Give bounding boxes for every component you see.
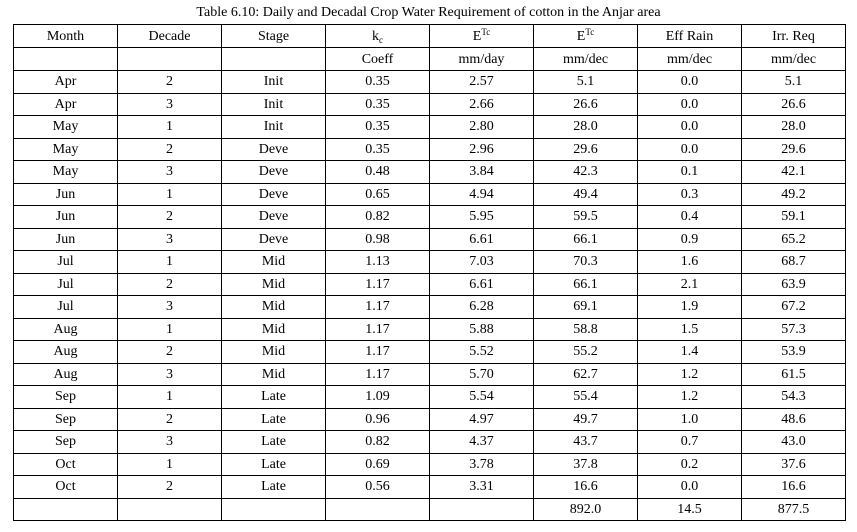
- cell-etc-dec: 58.8: [534, 318, 638, 341]
- cell-eff-rain: 1.9: [638, 296, 742, 319]
- header-month: Month: [14, 25, 118, 48]
- cell-irr-req: 68.7: [742, 251, 846, 274]
- cell-kc: 1.17: [326, 273, 430, 296]
- cell-etc-dec: 42.3: [534, 161, 638, 184]
- header-etc-day-sup: Tc: [481, 26, 491, 37]
- cell-stage: Late: [222, 476, 326, 499]
- cell-stage: Init: [222, 71, 326, 94]
- cell-stage: Init: [222, 93, 326, 116]
- cell-month: Jun: [14, 206, 118, 229]
- cell-etc-dec: 43.7: [534, 431, 638, 454]
- cell-month: Oct: [14, 476, 118, 499]
- cell-eff-rain: 1.5: [638, 318, 742, 341]
- header-kc: [326, 25, 430, 48]
- cell-irr-req: 29.6: [742, 138, 846, 161]
- cell-eff-rain: 1.0: [638, 408, 742, 431]
- cell-kc: 0.35: [326, 93, 430, 116]
- cell-etc-dec: 59.5: [534, 206, 638, 229]
- cell-month: May: [14, 161, 118, 184]
- table-row: [14, 431, 846, 454]
- table-body: [14, 71, 846, 521]
- cell-stage: Mid: [222, 273, 326, 296]
- cell-kc: 0.96: [326, 408, 430, 431]
- cell-etc-day: 5.70: [430, 363, 534, 386]
- cell-eff-rain: 1.2: [638, 386, 742, 409]
- cell-etc-dec: 55.2: [534, 341, 638, 364]
- cell-stage: Late: [222, 408, 326, 431]
- cell-month: Aug: [14, 341, 118, 364]
- total-etc-day: [430, 498, 534, 521]
- cell-etc-day: 3.78: [430, 453, 534, 476]
- cell-month: Sep: [14, 386, 118, 409]
- cell-irr-req: 28.0: [742, 116, 846, 139]
- cell-etc-dec: 29.6: [534, 138, 638, 161]
- totals-row: [14, 498, 846, 521]
- cell-eff-rain: 0.0: [638, 138, 742, 161]
- total-etc-dec: 892.0: [534, 498, 638, 521]
- cell-stage: Late: [222, 453, 326, 476]
- header-row: [14, 25, 846, 48]
- cell-kc: 0.65: [326, 183, 430, 206]
- header-etc-day: [430, 25, 534, 48]
- cell-kc: 1.17: [326, 296, 430, 319]
- cell-stage: Late: [222, 431, 326, 454]
- cell-kc: 1.13: [326, 251, 430, 274]
- cell-decade: 2: [118, 206, 222, 229]
- total-decade: [118, 498, 222, 521]
- header-kc-base: k: [372, 28, 379, 44]
- total-eff-rain: 14.5: [638, 498, 742, 521]
- cell-etc-day: 2.66: [430, 93, 534, 116]
- cell-etc-day: 5.54: [430, 386, 534, 409]
- cell-eff-rain: 0.3: [638, 183, 742, 206]
- cell-month: Jun: [14, 183, 118, 206]
- table-row: [14, 71, 846, 94]
- header-decade: Decade: [118, 25, 222, 48]
- unit-etc-day: mm/day: [430, 48, 534, 71]
- cell-decade: 2: [118, 71, 222, 94]
- total-month: [14, 498, 118, 521]
- table-row: [14, 116, 846, 139]
- header-stage: Stage: [222, 25, 326, 48]
- cell-etc-dec: 37.8: [534, 453, 638, 476]
- cell-kc: 0.69: [326, 453, 430, 476]
- cell-etc-day: 3.31: [430, 476, 534, 499]
- cell-etc-dec: 26.6: [534, 93, 638, 116]
- cell-eff-rain: 0.2: [638, 453, 742, 476]
- cell-etc-dec: 5.1: [534, 71, 638, 94]
- cell-month: Sep: [14, 431, 118, 454]
- cell-eff-rain: 1.6: [638, 251, 742, 274]
- cell-etc-dec: 62.7: [534, 363, 638, 386]
- cell-etc-dec: 16.6: [534, 476, 638, 499]
- header-eff-rain: Eff Rain: [638, 25, 742, 48]
- cell-kc: 0.48: [326, 161, 430, 184]
- cell-kc: 0.35: [326, 71, 430, 94]
- cell-eff-rain: 0.1: [638, 161, 742, 184]
- table-row: [14, 476, 846, 499]
- cell-stage: Late: [222, 386, 326, 409]
- cell-decade: 1: [118, 116, 222, 139]
- table-row: [14, 206, 846, 229]
- cell-decade: 2: [118, 476, 222, 499]
- cell-irr-req: 49.2: [742, 183, 846, 206]
- cell-decade: 3: [118, 431, 222, 454]
- cell-irr-req: 48.6: [742, 408, 846, 431]
- cell-month: Jul: [14, 296, 118, 319]
- cell-kc: 1.17: [326, 363, 430, 386]
- cell-etc-day: 5.88: [430, 318, 534, 341]
- cell-eff-rain: 0.7: [638, 431, 742, 454]
- cell-etc-day: 6.61: [430, 228, 534, 251]
- cell-etc-day: 4.37: [430, 431, 534, 454]
- cell-etc-day: 7.03: [430, 251, 534, 274]
- cell-decade: 1: [118, 386, 222, 409]
- unit-kc: Coeff: [326, 48, 430, 71]
- cell-decade: 2: [118, 408, 222, 431]
- total-kc: [326, 498, 430, 521]
- cell-kc: 0.98: [326, 228, 430, 251]
- cell-etc-dec: 49.4: [534, 183, 638, 206]
- total-stage: [222, 498, 326, 521]
- cell-kc: 0.82: [326, 431, 430, 454]
- cell-kc: 1.09: [326, 386, 430, 409]
- cell-eff-rain: 0.0: [638, 476, 742, 499]
- table-row: [14, 363, 846, 386]
- cell-etc-dec: 28.0: [534, 116, 638, 139]
- cell-irr-req: 59.1: [742, 206, 846, 229]
- total-irr-req: 877.5: [742, 498, 846, 521]
- cell-irr-req: 16.6: [742, 476, 846, 499]
- cell-etc-day: 4.97: [430, 408, 534, 431]
- cell-eff-rain: 1.2: [638, 363, 742, 386]
- cell-month: Jun: [14, 228, 118, 251]
- cell-kc: 0.35: [326, 138, 430, 161]
- cell-decade: 1: [118, 453, 222, 476]
- cell-month: May: [14, 138, 118, 161]
- unit-decade: [118, 48, 222, 71]
- header-etc-day-base: E: [472, 28, 482, 44]
- cell-month: Aug: [14, 318, 118, 341]
- table-row: [14, 251, 846, 274]
- cell-irr-req: 57.3: [742, 318, 846, 341]
- cell-kc: 1.17: [326, 318, 430, 341]
- cell-kc: 0.82: [326, 206, 430, 229]
- cell-irr-req: 63.9: [742, 273, 846, 296]
- cell-eff-rain: 1.4: [638, 341, 742, 364]
- cell-irr-req: 5.1: [742, 71, 846, 94]
- cell-stage: Mid: [222, 363, 326, 386]
- unit-stage: [222, 48, 326, 71]
- cell-month: Aug: [14, 363, 118, 386]
- crop-water-table: [13, 24, 846, 521]
- table-row: [14, 138, 846, 161]
- cell-stage: Deve: [222, 161, 326, 184]
- cell-decade: 2: [118, 138, 222, 161]
- cell-etc-dec: 49.7: [534, 408, 638, 431]
- cell-decade: 1: [118, 318, 222, 341]
- cell-stage: Deve: [222, 183, 326, 206]
- cell-month: Jul: [14, 273, 118, 296]
- table-row: [14, 318, 846, 341]
- cell-irr-req: 54.3: [742, 386, 846, 409]
- table-row: [14, 183, 846, 206]
- cell-decade: 3: [118, 93, 222, 116]
- cell-eff-rain: 2.1: [638, 273, 742, 296]
- cell-decade: 2: [118, 273, 222, 296]
- cell-decade: 3: [118, 161, 222, 184]
- header-irr-req: Irr. Req: [742, 25, 846, 48]
- cell-etc-day: 6.61: [430, 273, 534, 296]
- cell-decade: 3: [118, 228, 222, 251]
- cell-eff-rain: 0.0: [638, 116, 742, 139]
- unit-etc-dec: mm/dec: [534, 48, 638, 71]
- cell-month: Apr: [14, 71, 118, 94]
- cell-stage: Mid: [222, 251, 326, 274]
- table-row: [14, 93, 846, 116]
- cell-etc-day: 5.52: [430, 341, 534, 364]
- cell-irr-req: 67.2: [742, 296, 846, 319]
- unit-month: [14, 48, 118, 71]
- cell-kc: 1.17: [326, 341, 430, 364]
- table-row: [14, 453, 846, 476]
- cell-etc-day: 6.28: [430, 296, 534, 319]
- cell-eff-rain: 0.4: [638, 206, 742, 229]
- cell-irr-req: 43.0: [742, 431, 846, 454]
- cell-decade: 1: [118, 251, 222, 274]
- table-caption: Table 6.10: Daily and Decadal Crop Water Requirement of cotton in the Anjar area: [196, 5, 661, 20]
- cell-month: Jul: [14, 251, 118, 274]
- cell-decade: 2: [118, 341, 222, 364]
- cell-etc-day: 5.95: [430, 206, 534, 229]
- cell-etc-day: 3.84: [430, 161, 534, 184]
- cell-month: Oct: [14, 453, 118, 476]
- cell-etc-dec: 66.1: [534, 228, 638, 251]
- cell-etc-day: 2.96: [430, 138, 534, 161]
- cell-eff-rain: 0.9: [638, 228, 742, 251]
- cell-month: May: [14, 116, 118, 139]
- cell-eff-rain: 0.0: [638, 93, 742, 116]
- unit-irr-req: mm/dec: [742, 48, 846, 71]
- cell-stage: Mid: [222, 296, 326, 319]
- cell-month: Sep: [14, 408, 118, 431]
- cell-irr-req: 42.1: [742, 161, 846, 184]
- header-kc-sub: c: [379, 34, 383, 45]
- cell-stage: Init: [222, 116, 326, 139]
- cell-irr-req: 61.5: [742, 363, 846, 386]
- cell-stage: Mid: [222, 318, 326, 341]
- cell-kc: 0.56: [326, 476, 430, 499]
- table-row: [14, 296, 846, 319]
- cell-etc-dec: 55.4: [534, 386, 638, 409]
- header-etc-dec-sup: Tc: [585, 26, 595, 37]
- cell-etc-day: 4.94: [430, 183, 534, 206]
- cell-etc-dec: 69.1: [534, 296, 638, 319]
- cell-decade: 3: [118, 363, 222, 386]
- table-row: [14, 273, 846, 296]
- cell-irr-req: 37.6: [742, 453, 846, 476]
- cell-stage: Deve: [222, 206, 326, 229]
- header-etc-dec-base: E: [576, 28, 586, 44]
- cell-eff-rain: 0.0: [638, 71, 742, 94]
- cell-etc-dec: 70.3: [534, 251, 638, 274]
- header-etc-dec: [534, 25, 638, 48]
- cell-stage: Mid: [222, 341, 326, 364]
- cell-stage: Deve: [222, 138, 326, 161]
- cell-stage: Deve: [222, 228, 326, 251]
- cell-irr-req: 53.9: [742, 341, 846, 364]
- cell-month: Apr: [14, 93, 118, 116]
- cell-irr-req: 26.6: [742, 93, 846, 116]
- cell-decade: 3: [118, 296, 222, 319]
- cell-etc-dec: 66.1: [534, 273, 638, 296]
- unit-eff-rain: mm/dec: [638, 48, 742, 71]
- cell-etc-day: 2.80: [430, 116, 534, 139]
- table-row: [14, 408, 846, 431]
- table-row: [14, 386, 846, 409]
- table-row: [14, 341, 846, 364]
- cell-etc-day: 2.57: [430, 71, 534, 94]
- table-row: [14, 161, 846, 184]
- table-row: [14, 228, 846, 251]
- units-row: [14, 48, 846, 71]
- cell-irr-req: 65.2: [742, 228, 846, 251]
- cell-decade: 1: [118, 183, 222, 206]
- cell-kc: 0.35: [326, 116, 430, 139]
